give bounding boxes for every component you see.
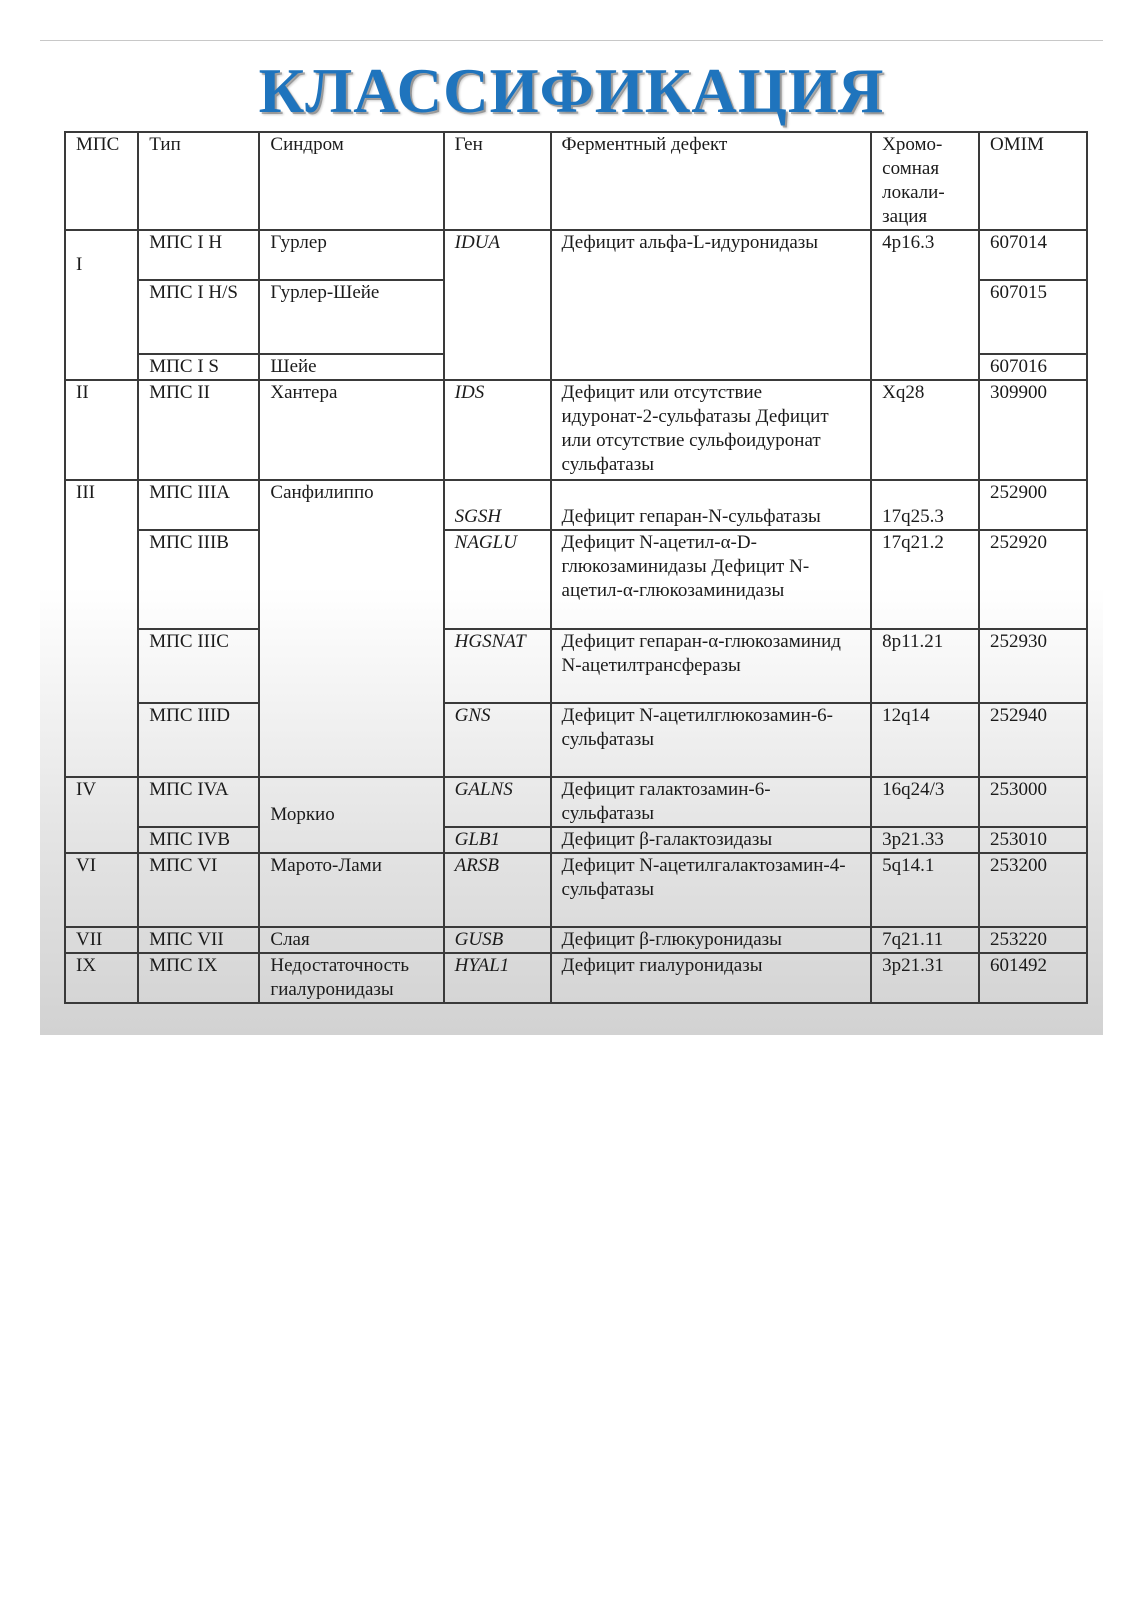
cell-mps: II: [65, 380, 138, 480]
header-type: Тип: [138, 132, 259, 230]
cell-defect: Дефицит гепаран-α-глюкозаминид N-ацетилтрансферазы: [551, 629, 872, 703]
table-header-row: [65, 132, 1087, 230]
cell-mps: I: [65, 230, 138, 380]
cell-syndrome: Гурлер-Шейе: [259, 280, 443, 354]
cell-defect: Дефицит гиалуронидазы: [551, 953, 872, 1003]
cell-defect: Дефицит галактозамин-6-сульфатазы: [551, 777, 872, 827]
cell-defect: Дефицит N-ацетилгалактозамин-4-сульфатазы: [551, 853, 872, 927]
cell-defect: Дефицит гепаран-N-сульфатазы: [551, 480, 872, 530]
cell-chrom: 12q14: [871, 703, 979, 777]
table-row: [65, 853, 1087, 927]
header-mps: МПС: [65, 132, 138, 230]
cell-type: МПС IVA: [138, 777, 259, 827]
cell-chrom: 8p11.21: [871, 629, 979, 703]
cell-defect: Дефицит β-галактозидазы: [551, 827, 872, 853]
cell-omim: 253010: [979, 827, 1087, 853]
table-row: [65, 480, 1087, 530]
cell-syndrome: Слая: [259, 927, 443, 953]
cell-type: МПС IX: [138, 953, 259, 1003]
cell-omim: 253000: [979, 777, 1087, 827]
cell-gene: GUSB: [444, 927, 551, 953]
cell-omim: 607015: [979, 280, 1087, 354]
cell-omim: 252900: [979, 480, 1087, 530]
cell-chrom: 3p21.33: [871, 827, 979, 853]
cell-omim: 607016: [979, 354, 1087, 380]
cell-omim: 252940: [979, 703, 1087, 777]
cell-gene: NAGLU: [444, 530, 551, 629]
cell-type: МПС IIIC: [138, 629, 259, 703]
table-row: [65, 927, 1087, 953]
header-gene: Ген: [444, 132, 551, 230]
cell-gene: HGSNAT: [444, 629, 551, 703]
cell-type: МПС I S: [138, 354, 259, 380]
table-row: [65, 827, 1087, 853]
cell-omim: 253200: [979, 853, 1087, 927]
slide-image: [40, 41, 1103, 1035]
table-row: [65, 230, 1087, 280]
cell-type: МПС II: [138, 380, 259, 480]
cell-defect: Дефицит N-ацетилглюкозамин-6- сульфатазы: [551, 703, 872, 777]
cell-defect: Дефицит или отсутствие идуронат-2-сульфатазы Дефицит или отсутствие сульфоидуронат сульфатазы: [551, 380, 872, 480]
cell-syndrome: Шейе: [259, 354, 443, 380]
cell-omim: 252930: [979, 629, 1087, 703]
cell-omim: 309900: [979, 380, 1087, 480]
header-syndrome: Синдром: [259, 132, 443, 230]
header-omim: OMIM: [979, 132, 1087, 230]
cell-defect: Дефицит β-глюкуронидазы: [551, 927, 872, 953]
cell-mps: VII: [65, 927, 138, 953]
cell-type: МПС IVB: [138, 827, 259, 853]
cell-mps: IX: [65, 953, 138, 1003]
cell-gene: SGSH: [444, 480, 551, 530]
cell-mps: VI: [65, 853, 138, 927]
cell-gene: IDS: [444, 380, 551, 480]
table-row: [65, 530, 1087, 629]
cell-omim: 607014: [979, 230, 1087, 280]
table-row: [65, 953, 1087, 1003]
cell-gene: GLB1: [444, 827, 551, 853]
cell-defect: Дефицит альфа-L-идуронидазы: [551, 230, 872, 380]
cell-gene: IDUA: [444, 230, 551, 380]
cell-chrom: 16q24/3: [871, 777, 979, 827]
cell-type: МПС VI: [138, 853, 259, 927]
cell-chrom: 17q25.3: [871, 480, 979, 530]
cell-omim: 253220: [979, 927, 1087, 953]
cell-type: МПС VII: [138, 927, 259, 953]
cell-syndrome: Санфилиппо: [259, 480, 443, 777]
cell-gene: ARSB: [444, 853, 551, 927]
table-row: [65, 703, 1087, 777]
cell-chrom: 4p16.3: [871, 230, 979, 380]
cell-syndrome: Недостаточность гиалуронидазы: [259, 953, 443, 1003]
cell-type: МПС IIIA: [138, 480, 259, 530]
cell-syndrome: Моркио: [259, 777, 443, 853]
cell-type: МПС IIID: [138, 703, 259, 777]
page-title: КЛАССИФИКАЦИЯ: [258, 56, 885, 126]
cell-syndrome: Хантера: [259, 380, 443, 480]
classification-table: [64, 131, 1088, 1004]
cell-type: МПС I H/S: [138, 280, 259, 354]
cell-syndrome: Марото-Лами: [259, 853, 443, 927]
cell-chrom: 3p21.31: [871, 953, 979, 1003]
cell-syndrome: Гурлер: [259, 230, 443, 280]
cell-chrom: 17q21.2: [871, 530, 979, 629]
cell-omim: 601492: [979, 953, 1087, 1003]
cell-gene: GNS: [444, 703, 551, 777]
cell-gene: HYAL1: [444, 953, 551, 1003]
cell-mps: IV: [65, 777, 138, 853]
cell-omim: 252920: [979, 530, 1087, 629]
table-row: [65, 777, 1087, 827]
cell-chrom: 5q14.1: [871, 853, 979, 927]
table-row: [65, 380, 1087, 480]
cell-type: МПС I H: [138, 230, 259, 280]
table-row: [65, 629, 1087, 703]
header-chrom: Хромо-сомная локали-зация: [871, 132, 979, 230]
cell-defect: Дефицит N-ацетил-α-D-глюкозаминидазы Дефицит N-ацетил-α-глюкозаминидазы: [551, 530, 872, 629]
cell-type: МПС IIIB: [138, 530, 259, 629]
header-defect: Ферментный дефект: [551, 132, 872, 230]
cell-chrom: 7q21.11: [871, 927, 979, 953]
cell-chrom: Xq28: [871, 380, 979, 480]
cell-gene: GALNS: [444, 777, 551, 827]
cell-mps: III: [65, 480, 138, 777]
